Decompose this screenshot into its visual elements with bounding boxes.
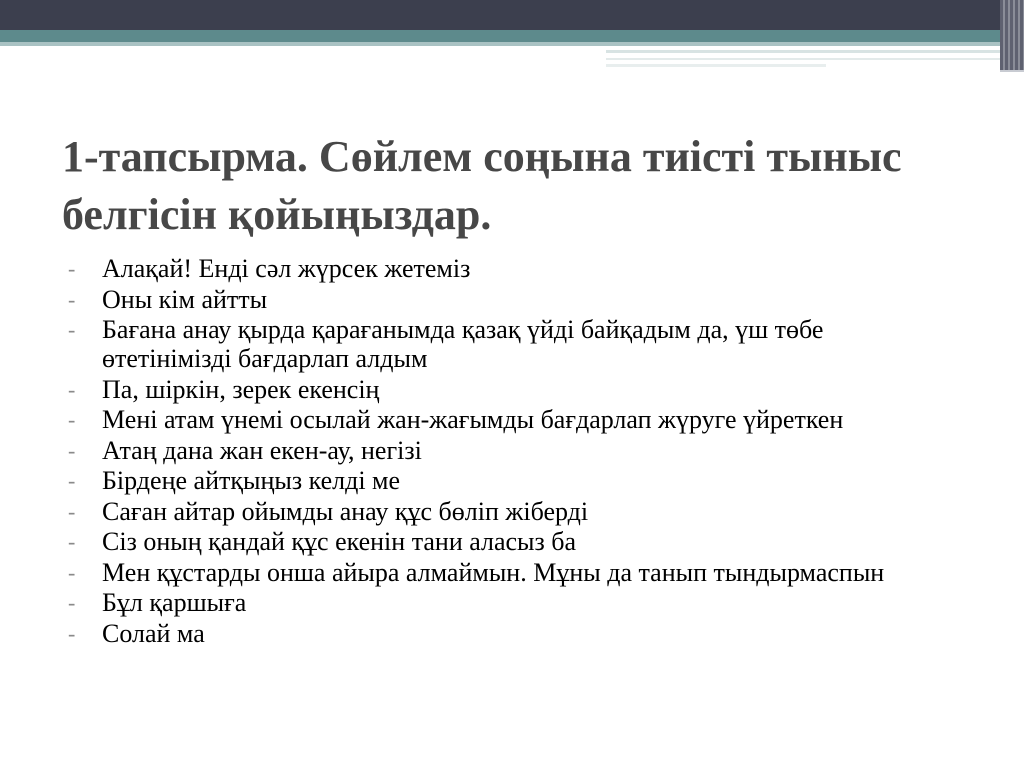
header-band-teal-light bbox=[0, 42, 1000, 46]
bullet-dash: - bbox=[68, 437, 76, 463]
list-item bbox=[68, 315, 968, 373]
list-item bbox=[68, 254, 968, 283]
bullet-dash: - bbox=[68, 286, 76, 312]
header-line-1 bbox=[606, 50, 1000, 53]
list-item bbox=[68, 405, 968, 434]
bullet-dash: - bbox=[68, 376, 76, 402]
header-line-2 bbox=[606, 58, 1000, 60]
sentence-text: Па, шіркін, зерек екенсің bbox=[102, 374, 380, 404]
list-item bbox=[68, 466, 968, 495]
sentence-text: Бірдеңе айтқыңыз келді ме bbox=[102, 466, 401, 495]
bullet-dash: - bbox=[68, 620, 76, 646]
bullet-dash: - bbox=[68, 256, 76, 281]
sentence-text: Сіз оның қандай құс екенін тани аласыз ба bbox=[102, 527, 577, 556]
header-band-teal bbox=[0, 30, 1000, 42]
bullet-dash: - bbox=[68, 317, 76, 342]
list-item bbox=[68, 285, 968, 314]
slide-title: 1-тапсырма. Сөйлем соңына тиісті тыныс белгісін қойыңыздар. bbox=[62, 132, 902, 239]
sentence-text: Бағана анау қырда қарағанымда қазақ үйді байқадым да, үш төбе өтетінімізді бағдарлап алдым bbox=[102, 315, 824, 373]
sentence-text: Бұл қаршыға bbox=[102, 588, 247, 617]
sentence-text: Саған айтар ойымды анау құс бөліп жіберді bbox=[102, 496, 589, 526]
sentence-text: Алақай! Енді сәл жүрсек жетеміз bbox=[102, 254, 471, 283]
header-band-dark bbox=[0, 0, 1024, 30]
sentence-text: Атаң дана жан екен-ау, негізі bbox=[102, 435, 422, 465]
list-item bbox=[68, 527, 968, 556]
task-sentence-list bbox=[68, 254, 968, 649]
list-item bbox=[68, 619, 968, 648]
bullet-dash: - bbox=[68, 498, 76, 524]
list-item bbox=[68, 588, 968, 617]
header-line-3 bbox=[606, 64, 826, 67]
header-corner-stripe-shadow bbox=[1000, 70, 1024, 72]
bullet-dash: - bbox=[68, 559, 76, 585]
list-item bbox=[68, 436, 968, 465]
list-item bbox=[68, 375, 968, 404]
sentence-text: Мені атам үнемі осылай жан-жағымды бағдарлап жүруге үйреткен bbox=[102, 405, 844, 434]
bullet-dash: - bbox=[68, 468, 76, 493]
bullet-dash: - bbox=[68, 529, 76, 554]
bullet-dash: - bbox=[68, 407, 76, 432]
sentence-text: Мен құстарды онша айыра алмаймын. Мұны да танып тындырмаспын bbox=[102, 557, 885, 587]
sentence-text: Оны кім айтты bbox=[102, 284, 268, 314]
sentence-text: Солай ма bbox=[102, 618, 205, 648]
header-corner-stripe bbox=[1000, 0, 1024, 70]
bullet-dash: - bbox=[68, 590, 76, 615]
list-item bbox=[68, 497, 968, 526]
list-item bbox=[68, 558, 968, 587]
